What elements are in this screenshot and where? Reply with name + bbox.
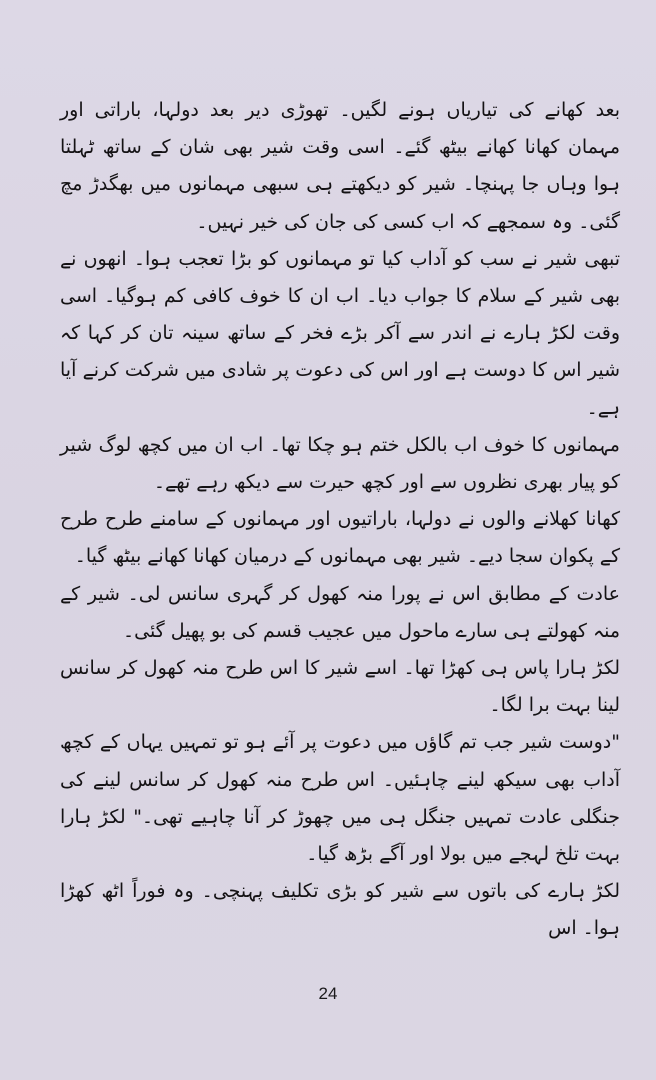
paragraph-2: تبھی شیر نے سب کو آداب کیا تو مہمانوں کو بڑا تعجب ہوا۔ انھوں نے بھی شیر کے سلام کا جواب دیا۔ اب ان کا خوف کافی کم ہوگیا۔ اسی وقت لکڑ ہارے نے اندر سے آکر بڑے فخر کے ساتھ سینہ تان کر کہا کہ شیر اس کا دوست ہے اور اس کی دعوت پر شادی میں شرکت کرنے آیا ہے۔ [60, 247, 620, 419]
paragraph-5: عادت کے مطابق اس نے پورا منہ کھول کر گہری سانس لی۔ شیر کے منہ کھولتے ہی سارے ماحول میں عجیب قسم کی بو پھیل گئی۔ [60, 582, 620, 642]
paragraph-4: کھانا کھلانے والوں نے دولہا، باراتیوں اور مہمانوں کے سامنے طرح طرح کے پکوان سجا دیے۔ شیر بھی مہمانوں کے درمیان کھانا کھانے بیٹھ گیا۔ [60, 508, 620, 568]
paragraph-7: "دوست شیر جب تم گاؤں میں دعوت پر آئے ہو تو تمہیں یہاں کے کچھ آداب بھی سیکھ لینے چاہئیں۔ اس طرح منہ کھول کر سانس لینے کی جنگلی عادت تمہیں جنگل ہی میں چھوڑ کر آنا چاہیے تھی۔" لکڑ ہارا بہت تلخ لہجے میں بولا اور آگے بڑھ گیا۔ [60, 731, 620, 866]
paragraph-3: مہمانوں کا خوف اب بالکل ختم ہو چکا تھا۔ اب ان میں کچھ لوگ شیر کو پیار بھری نظروں سے اور کچھ حیرت سے دیکھ رہے تھے۔ [60, 433, 620, 494]
page-number: 24 [318, 984, 338, 1003]
paragraph-6: لکڑ ہارا پاس ہی کھڑا تھا۔ اسے شیر کا اس طرح منہ کھول کر سانس لینا بہت برا لگا۔ [60, 657, 620, 717]
paragraph-8: لکڑ ہارے کی باتوں سے شیر کو بڑی تکلیف پہنچی۔ وہ فوراً اٹھ کھڑا ہوا۔ اس [60, 880, 620, 940]
page-text [60, 92, 620, 948]
paragraph-1: بعد کھانے کی تیاریاں ہونے لگیں۔ تھوڑی دیر بعد دولہا، باراتی اور مہمان کھانا کھانے بیٹھ گئے۔ اسی وقت شیر بھی شان کے ساتھ ٹہلتا ہوا وہاں جا پہنچا۔ شیر کو دیکھتے ہی سبھی مہمانوں میں بھگدڑ مچ گئی۔ وہ سمجھے کہ اب کسی کی جان کی خیر نہیں۔ [60, 99, 620, 233]
